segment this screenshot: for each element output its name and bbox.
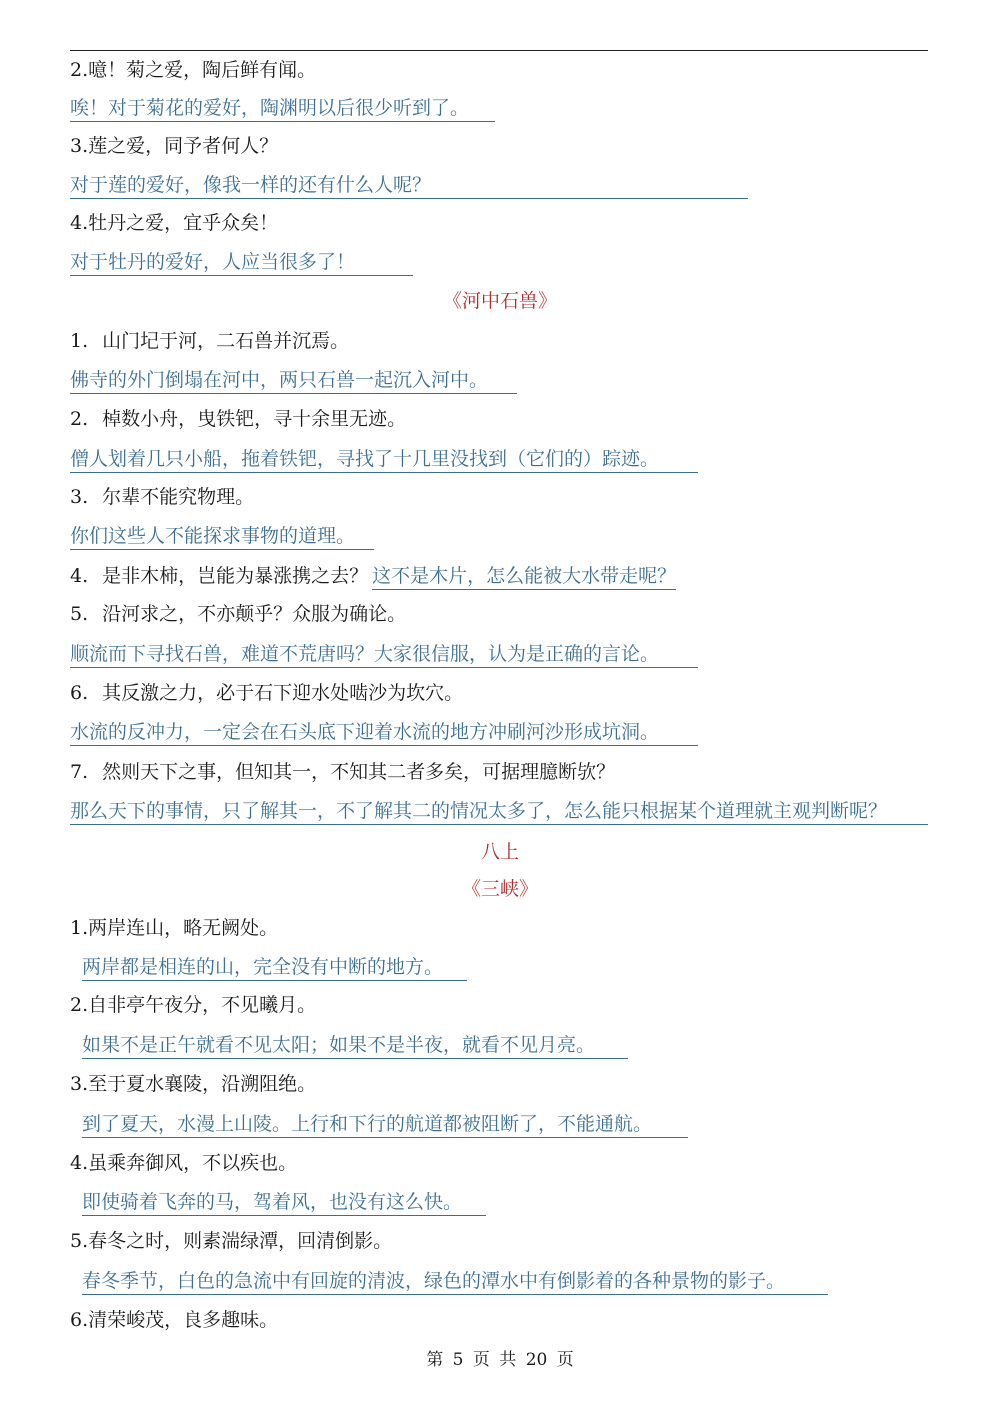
- hezhong-answer-1: 佛寺的外门倒塌在河中，两只石兽一起沉入河中。: [70, 366, 928, 394]
- sanxia-answer-1: 两岸都是相连的山，完全没有中断的地方。: [82, 953, 928, 981]
- sanxia-source-5: 5.春冬之时，则素湍绿潭，回清倒影。: [70, 1230, 393, 1252]
- hezhong-answer-6: 水流的反冲力，一定会在石头底下迎着水流的地方冲刷河沙形成坑洞。: [70, 718, 928, 746]
- sanxia-answer-2: 如果不是正午就看不见太阳；如果不是半夜，就看不见月亮。: [82, 1031, 928, 1059]
- top-divider: [70, 50, 928, 51]
- ailian-source-4: 4.牡丹之爱，宜乎众矣！: [70, 212, 279, 234]
- hezhong-source-4: 4. 是非木柿，岂能为暴涨携之去？ 这不是木片，怎么能被大水带走呢？: [70, 562, 928, 590]
- sanxia-source-6: 6.清荣峻茂，良多趣味。: [70, 1309, 279, 1331]
- hezhong-answer-4: 这不是木片，怎么能被大水带走呢？: [372, 563, 676, 590]
- ailian-answer-3: 对于莲的爱好，像我一样的还有什么人呢？: [70, 171, 928, 199]
- hezhong-source-7: 7. 然则天下之事，但知其一，不知其二者多矣，可据理臆断欤？: [70, 761, 616, 783]
- hezhong-source-2: 2. 棹数小舟，曳铁钯，寻十余里无迹。: [70, 408, 407, 430]
- hezhong-source-1: 1. 山门圮于河，二石兽并沉焉。: [70, 330, 350, 352]
- hezhong-answer-3: 你们这些人不能探求事物的道理。: [70, 522, 928, 550]
- ailian-answer-2: 唉！对于菊花的爱好，陶渊明以后很少听到了。: [70, 94, 928, 122]
- hezhong-answer-2: 僧人划着几只小船，拖着铁钯，寻找了十几里没找到（它们的）踪迹。: [70, 445, 928, 473]
- section-title-sanxia: 《三峡》: [461, 878, 538, 900]
- sanxia-source-3: 3.至于夏水襄陵，沿溯阻绝。: [70, 1073, 317, 1095]
- sanxia-answer-5: 春冬季节，白色的急流中有回旋的清波，绿色的潭水中有倒影着的各种景物的影子。: [82, 1267, 928, 1295]
- section-title-hezhongshishou: 《河中石兽》: [442, 290, 557, 312]
- grade-heading: 八上: [480, 841, 519, 863]
- ailian-source-3: 3.莲之爱，同予者何人？: [70, 135, 279, 157]
- hezhong-answer-7: 那么天下的事情，只了解其一，不了解其二的情况太多了，怎么能只根据某个道理就主观判断呢？: [70, 797, 928, 825]
- hezhong-answer-5: 顺流而下寻找石兽，难道不荒唐吗？大家很信服，认为是正确的言论。: [70, 640, 928, 668]
- sanxia-answer-3: 到了夏天，水漫上山陵。上行和下行的航道都被阻断了，不能通航。: [82, 1110, 928, 1138]
- sanxia-source-4: 4.虽乘奔御风，不以疾也。: [70, 1152, 298, 1174]
- sanxia-source-1: 1.两岸连山，略无阙处。: [70, 917, 279, 939]
- sanxia-source-2: 2.自非亭午夜分，不见曦月。: [70, 994, 317, 1016]
- ailian-answer-4: 对于牡丹的爱好，人应当很多了！: [70, 248, 928, 276]
- hezhong-source-3: 3. 尔辈不能究物理。: [70, 486, 255, 508]
- hezhong-source-6: 6. 其反激之力，必于石下迎水处啮沙为坎穴。: [70, 682, 464, 704]
- sanxia-answer-4: 即使骑着飞奔的马，驾着风，也没有这么快。: [82, 1188, 928, 1216]
- ailian-source-2: 2.噫！菊之爱，陶后鲜有闻。: [70, 59, 317, 81]
- hezhong-source-5: 5. 沿河求之，不亦颠乎？众服为确论。: [70, 603, 407, 625]
- page-footer: 第 5 页 共 20 页: [426, 1350, 574, 1370]
